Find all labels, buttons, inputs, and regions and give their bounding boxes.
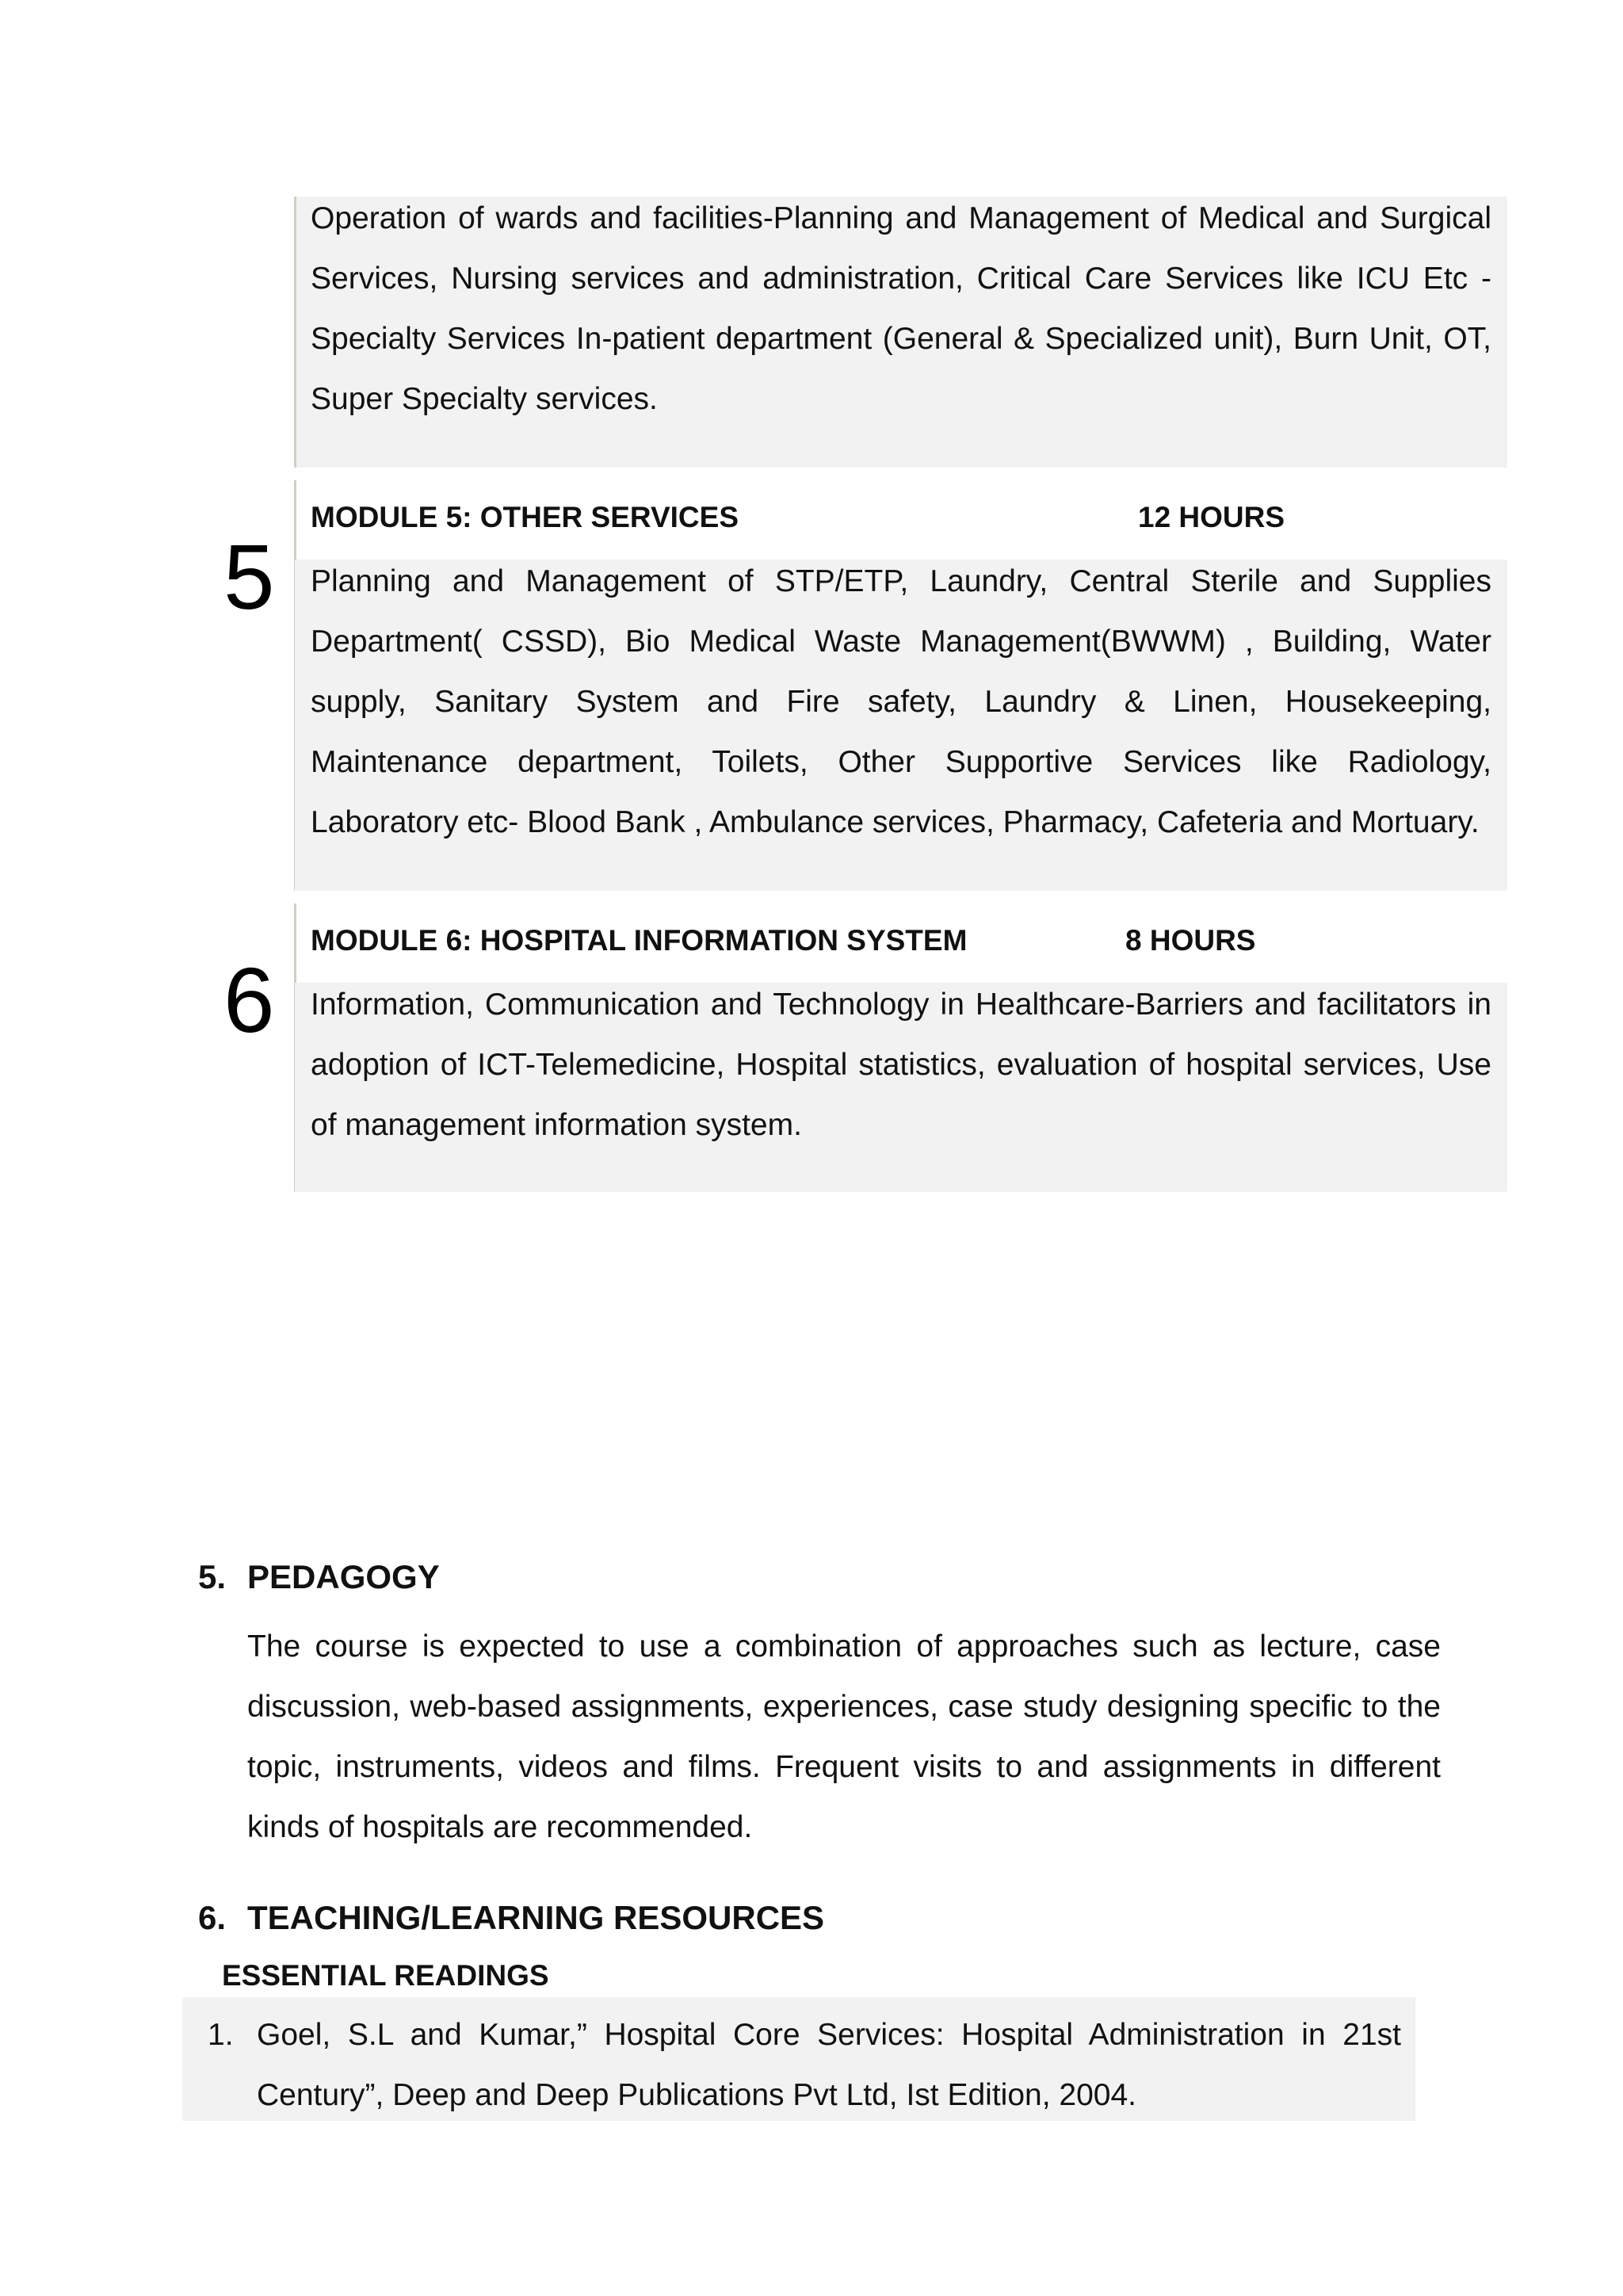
module6-hours: 8 HOURS (1125, 924, 1256, 957)
module5-hours: 12 HOURS (1138, 501, 1285, 533)
resources-heading: TEACHING/LEARNING RESOURCES (247, 1899, 825, 1936)
module5-description: Planning and Management of STP/ETP, Laundry, Central Sterile and Supplies Department( CSSD), Bio Medical Waste Management(BWWM) , Building, Water supply, Sanitary System and Fire safety, Laundry & Linen, Housekeeping, Maintenance department, Toilets, Other Supportive Services like Radiology, Laboratory etc- Blood Bank , Ambulance services, Pharmacy, Cafeteria and Mortuary. (311, 564, 1491, 839)
module4-divider (294, 197, 296, 468)
module6-description: Information, Communication and Technology in Healthcare-Barriers and facilitators in adoption of ICT-Telemedicine, Hospital statistics, evaluation of hospital services, Use of management information system. (311, 988, 1491, 1142)
module6-title: MODULE 6: HOSPITAL INFORMATION SYSTEM (311, 924, 968, 957)
module6-number: 6 (223, 949, 275, 1052)
pedagogy-heading: PEDAGOGY (247, 1558, 440, 1595)
reading-item-text: Goel, S.L and Kumar,” Hospital Core Services: Hospital Administration in 21st Century”, Deep and Deep Publications Pvt Ltd, Ist Edition, 2004. (257, 2018, 1401, 2112)
pedagogy-section-number: 5. (198, 1558, 227, 1595)
module5-number: 5 (223, 525, 275, 628)
essential-readings-heading: ESSENTIAL READINGS (222, 1959, 549, 1992)
reading-item-number: 1. (208, 2018, 234, 2052)
module4-description: Operation of wards and facilities-Planning and Management of Medical and Surgical Services, Nursing services and administration, Critical Care Services like ICU Etc - Specialty Services In-patient department (General & Specialized unit), Burn Unit, OT, Super Specialty services. (311, 201, 1491, 416)
module5-title: MODULE 5: OTHER SERVICES (311, 501, 739, 533)
pedagogy-paragraph: The course is expected to use a combination of approaches such as lecture, case discussion, web-based assignments, experiences, case study designing specific to the topic, instruments, videos and films. Frequent visits to and assignments in different kinds of hospitals are recommended. (247, 1629, 1441, 1844)
resources-section-number: 6. (198, 1899, 227, 1936)
